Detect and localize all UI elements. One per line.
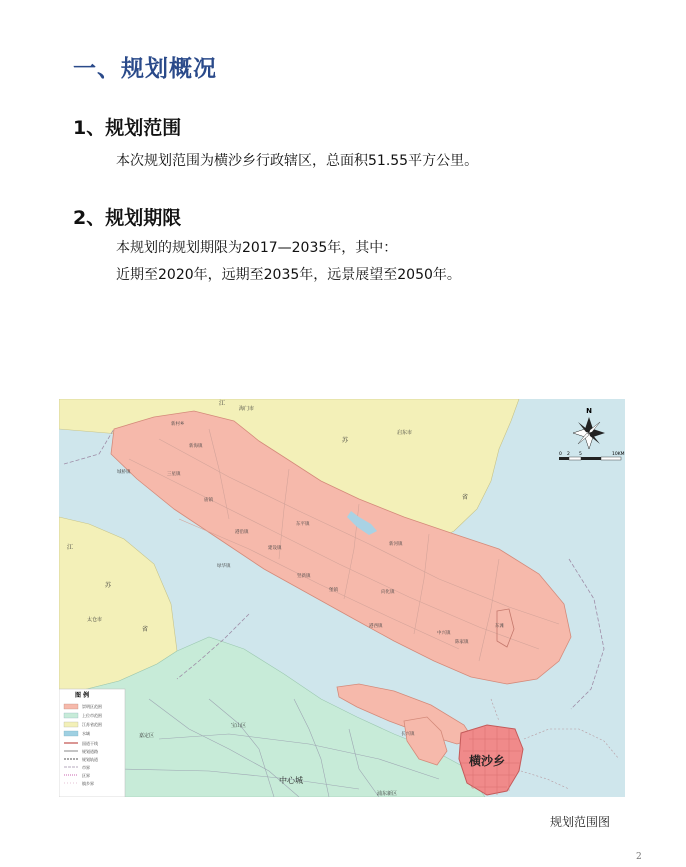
- map-legend: [59, 689, 125, 797]
- label-su-west: 苏: [105, 582, 112, 589]
- label-jiang-west: 江: [67, 544, 74, 551]
- legend-item: 崇明区范围: [82, 704, 102, 709]
- label-baoshan: 宝山区: [231, 723, 247, 729]
- town-label: 三星镇: [167, 472, 181, 477]
- hengsha-label: 横沙乡: [469, 754, 506, 768]
- period-text-line-1: 本规划的规划期限为2017—2035年，其中：: [116, 240, 398, 256]
- scale-label-10km: 10KM: [612, 452, 625, 457]
- town-label: 绿华镇: [217, 564, 231, 569]
- subsection-title-period: 2、规划期限: [73, 207, 182, 229]
- legend-item: 规划轨道: [82, 757, 98, 762]
- map-canvas: [59, 399, 625, 797]
- scale-label-0: 0: [559, 452, 562, 457]
- town-label: 东滩: [495, 624, 504, 629]
- period-text-line-2: 近期至2020年，远期至2035年，远景展望至2050年。: [116, 267, 461, 283]
- scope-text: 本次规划范围为横沙乡行政辖区，总面积51.55平方公里。: [116, 153, 479, 169]
- scale-label-2: 2: [567, 452, 570, 457]
- label-jiang-north: 江: [219, 400, 226, 407]
- label-sheng-north: 省: [462, 494, 469, 501]
- label-taicang: 太仓市: [87, 617, 103, 623]
- planning-scope-map: [59, 399, 625, 797]
- town-label: 竖新镇: [297, 574, 311, 579]
- label-pudong: 浦东新区: [377, 791, 398, 797]
- town-label: 城桥镇: [117, 470, 131, 475]
- section-title: 一、规划概况: [73, 56, 217, 82]
- town-label: 新河镇: [389, 542, 403, 547]
- town-label: 建设镇: [268, 546, 282, 551]
- legend-item: 国道干线: [82, 741, 98, 746]
- town-label: 新村乡: [171, 422, 185, 427]
- label-haimen: 海门市: [239, 406, 255, 412]
- legend-title: 图 例: [75, 692, 90, 699]
- town-label: 港西镇: [369, 624, 383, 629]
- north-label: N: [586, 407, 592, 415]
- label-qidong: 启东市: [397, 430, 413, 436]
- town-label: 堡镇: [329, 588, 338, 593]
- town-label: 陈家镇: [455, 640, 469, 645]
- town-label: 港沿镇: [235, 530, 249, 535]
- map-caption: 规划范围图: [550, 815, 611, 829]
- label-su-north: 苏: [342, 437, 349, 444]
- town-label: 新海镇: [189, 444, 203, 449]
- label-zhongxincheng: 中心城: [279, 776, 303, 785]
- legend-item: 上位市范围: [82, 713, 102, 718]
- legend-item: 规划道路: [82, 749, 98, 754]
- town-label: 长兴镇: [401, 732, 415, 737]
- town-label: 中兴镇: [437, 631, 451, 636]
- legend-item: 水域: [82, 731, 90, 736]
- label-sheng-west: 省: [142, 626, 149, 633]
- label-jiading: 嘉定区: [139, 733, 155, 739]
- town-label: 庙镇: [204, 498, 213, 503]
- legend-item: 区界: [82, 773, 90, 778]
- town-label: 向化镇: [381, 590, 395, 595]
- town-label: 东平镇: [296, 522, 310, 527]
- page-number: 2: [636, 852, 642, 862]
- legend-item: 江苏省范围: [82, 722, 102, 727]
- subsection-title-scope: 1、规划范围: [73, 117, 182, 139]
- legend-item: 市界: [82, 765, 90, 770]
- legend-item: 镇乡界: [82, 781, 94, 786]
- scale-label-5: 5: [579, 452, 582, 457]
